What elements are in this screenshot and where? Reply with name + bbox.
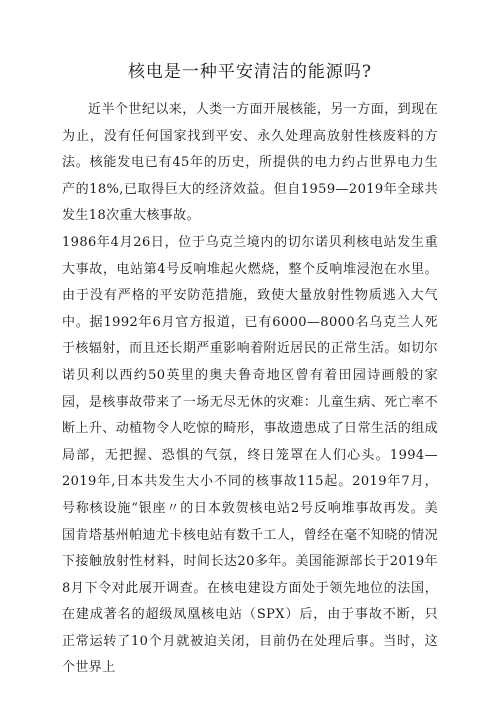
paragraph-intro: 近半个世纪以来，人类一方面开展核能，另一方面，到现在为止，没有任何国家找到平安、永久处理高放射性核废料的方法。核能发电已有45年的历史，所提供的电力约占世界电力生产的18%,已取得巨大的经济效益。但自1959—2019年全球共发生18次重大核事故。 [62, 102, 438, 224]
paragraph-accidents: 1986年4月26日，位于乌克兰境内的切尔诺贝利核电站发生重大事故，电站第4号反响堆起火燃烧，整个反响堆浸泡在水里。由于没有严格的平安防范措施，致使大量放射性物质逃入大气中。据1992年6月官方报道，已有6000—8000名乌克兰人死于核辐射，而且还长期严重影响着附近居民的正常生活。如切尔诺贝利以西约50英里的奥夫鲁奇地区曾有着田园诗画般的家园，是核事故带来了一场无尽无休的灾难：儿童生病、死亡率不断上升、动植物令人吃惊的畸形，事故遗患成了日常生活的组成局部，无把握、恐惧的气氛，终日笼罩在人们心头。1994—2019年,日本共发生大小不同的核事故115起。2019年7月，号称核设施“银座〃的日本敦贺核电站2号反响堆事故再发。美国肯塔基州帕迪尤卡核电站有数千工人，曾经在毫不知晓的情况下接触放射性材料，时间长达20多年。美国能源部长于2019年8月下令对此展开调查。在核电建设方面处于领先地位的法国，在建成著名的超级凤凰核电站（SPX）后，由于事故不断，只正常运转了10个月就被迫关闭，目前仍在处理后事。当时，这个世界上 [62, 234, 438, 676]
document-body [62, 97, 438, 682]
document-title: 核电是一种平安清洁的能源吗? [127, 62, 373, 82]
